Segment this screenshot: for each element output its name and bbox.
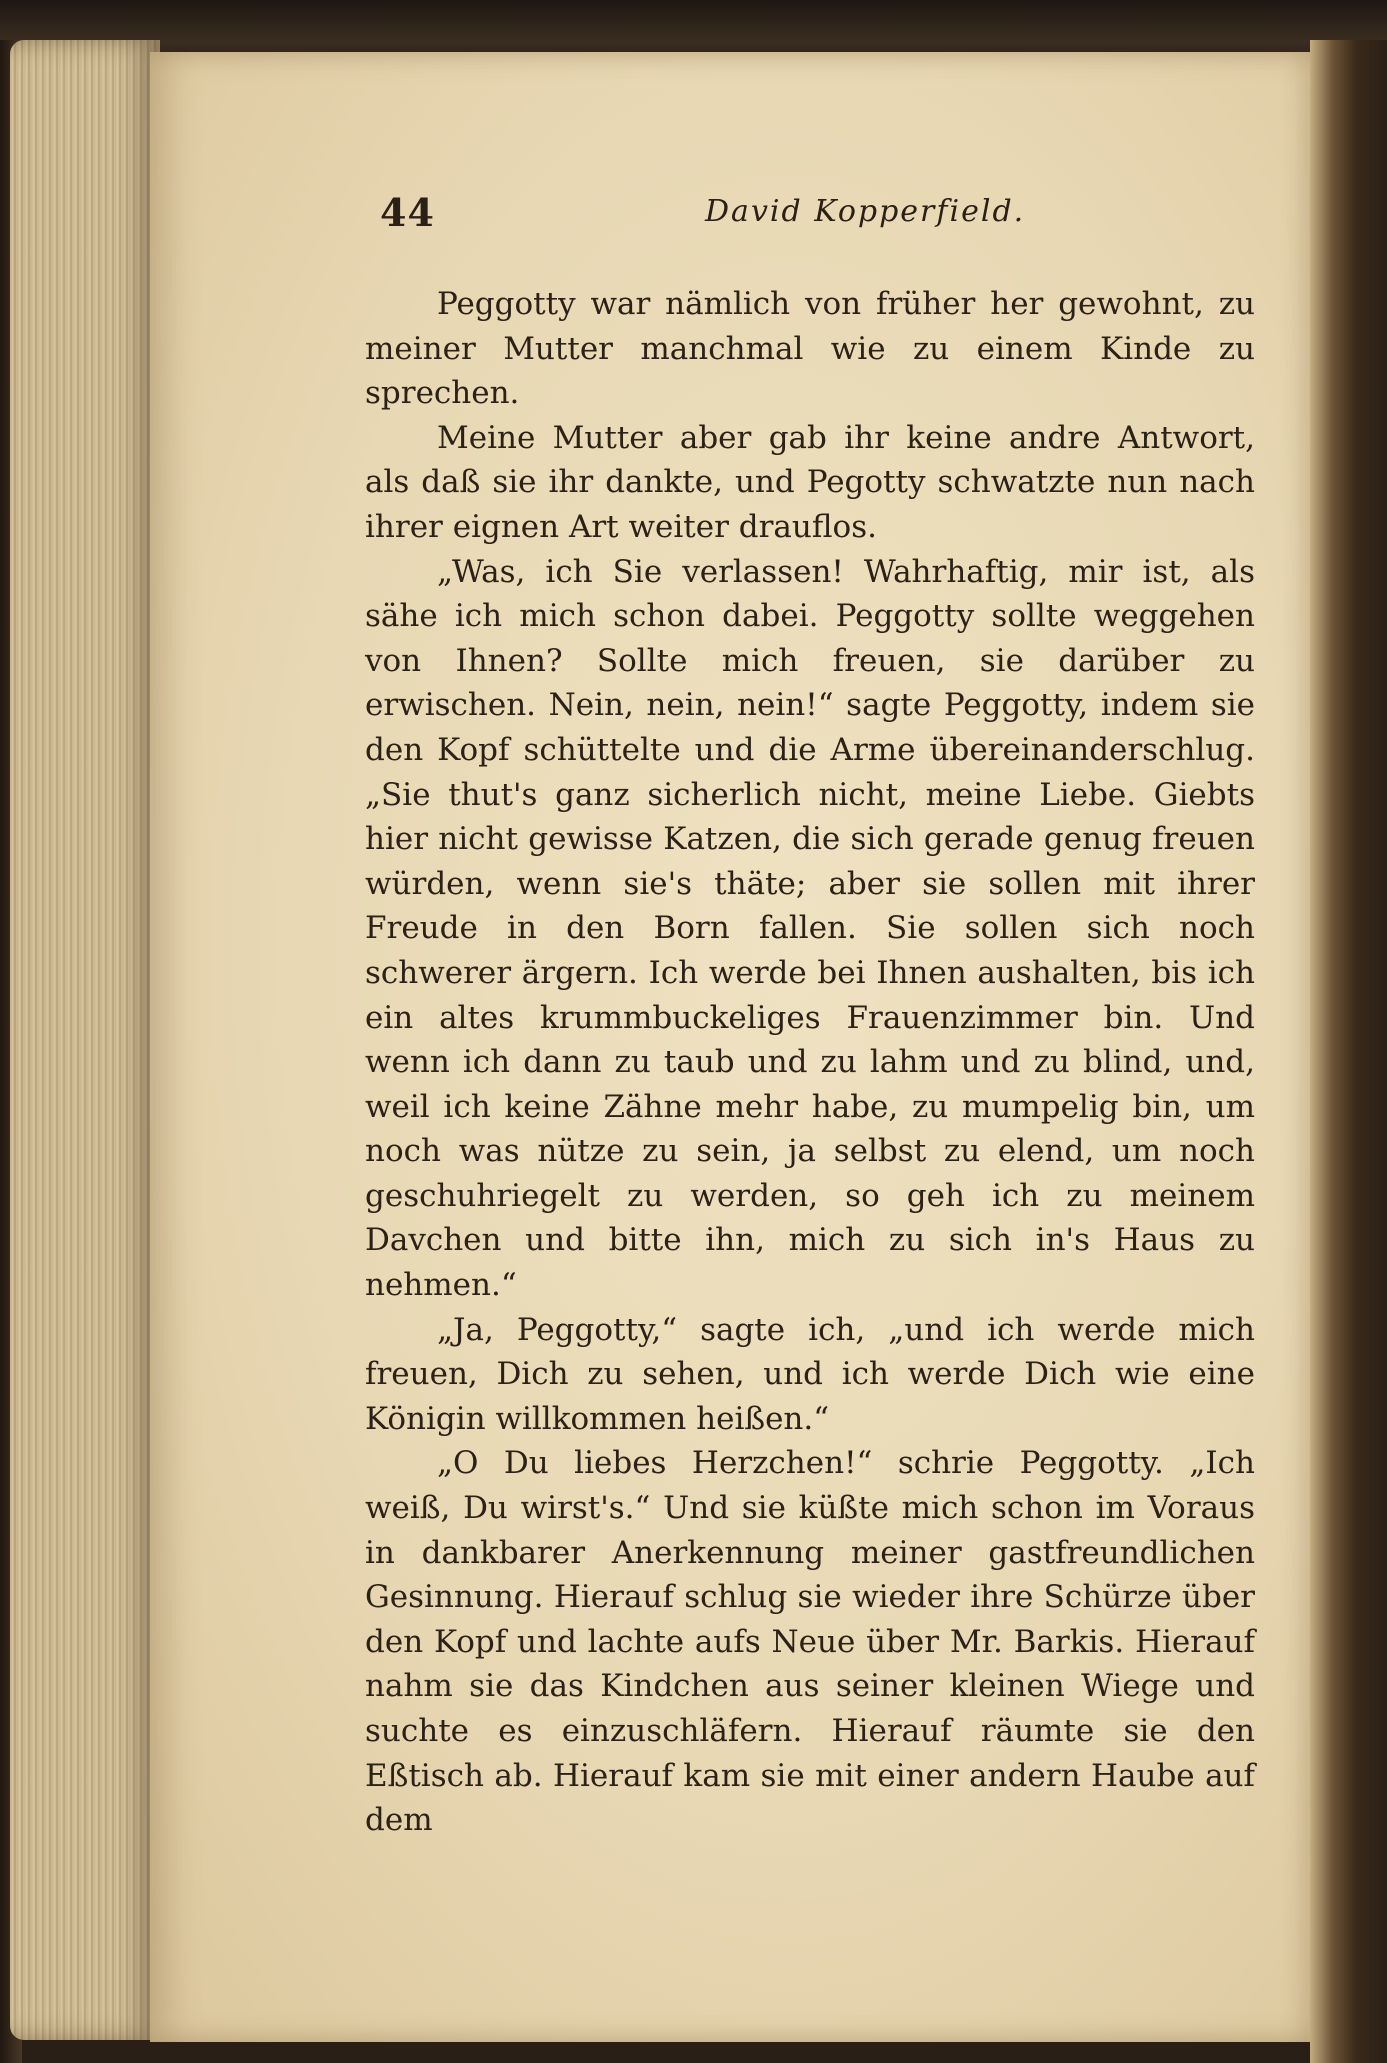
page-header (380, 190, 1260, 240)
page-edges (10, 40, 160, 2040)
paragraph: „O Du liebes Herzchen!“ schrie Peggotty. „Ich weiß, Du wirst's.“ Und sie küßte mich schon im Voraus in dankbarer Anerkennung meiner gastfreundlichen Gesinnung. Hierauf schlug sie wieder ihre Schürze über den Kopf und lachte aufs Neue über Mr. Barkis. Hierauf nahm sie das Kindchen aus seiner kleinen Wiege und suchte es einzuschläfern. Hierauf räumte sie den Eßtisch ab. Hierauf kam sie mit einer andern Haube auf dem (365, 1445, 1255, 1839)
paragraph: „Ja, Peggotty,“ sagte ich, „und ich werde mich freuen, Dich zu sehen, und ich werde Dich wie eine Königin willkommen heißen.“ (365, 1311, 1255, 1437)
right-page-edge (1310, 40, 1387, 2063)
paragraph: Peggotty war nämlich von früher her gewohnt, zu meiner Mutter manchmal wie zu einem Kinde zu sprechen. (365, 286, 1255, 412)
running-head: David Kopperfield. (705, 194, 1026, 229)
page-number: 44 (380, 190, 435, 235)
book-cover-top (0, 0, 1387, 60)
body-text (365, 282, 1255, 1843)
paragraph: „Was, ich Sie verlassen! Wahrhaftig, mir ist, als sähe ich mich schon dabei. Peggotty sollte weggehen von Ihnen? Sollte mich freuen, sie darüber zu erwischen. Nein, nein, nein!“ sagte Peggotty, indem sie den Kopf schüttelte und die Arme übereinanderschlug. „Sie thut's ganz sicherlich nicht, meine Liebe. Giebts hier nicht gewisse Katzen, die sich gerade genug freuen würden, wenn sie's thäte; aber sie sollen mit ihrer Freude in den Born fallen. Sie sollen sich noch schwerer ärgern. Ich werde bei Ihnen aushalten, bis ich ein altes krummbuckeliges Frauenzimmer bin. Und wenn ich dann zu taub und zu lahm und zu blind, und, weil ich keine Zähne mehr habe, zu mumpelig bin, um noch was nütze zu sein, ja selbst zu elend, um noch geschuhriegelt zu werden, so geh ich zu meinem Davchen und bitte ihn, mich zu sich in's Haus zu nehmen.“ (365, 553, 1255, 1304)
paragraph: Meine Mutter aber gab ihr keine andre Antwort, als daß sie ihr dankte, und Pegotty schwatzte nun nach ihrer eignen Art weiter drauflos. (365, 419, 1255, 545)
